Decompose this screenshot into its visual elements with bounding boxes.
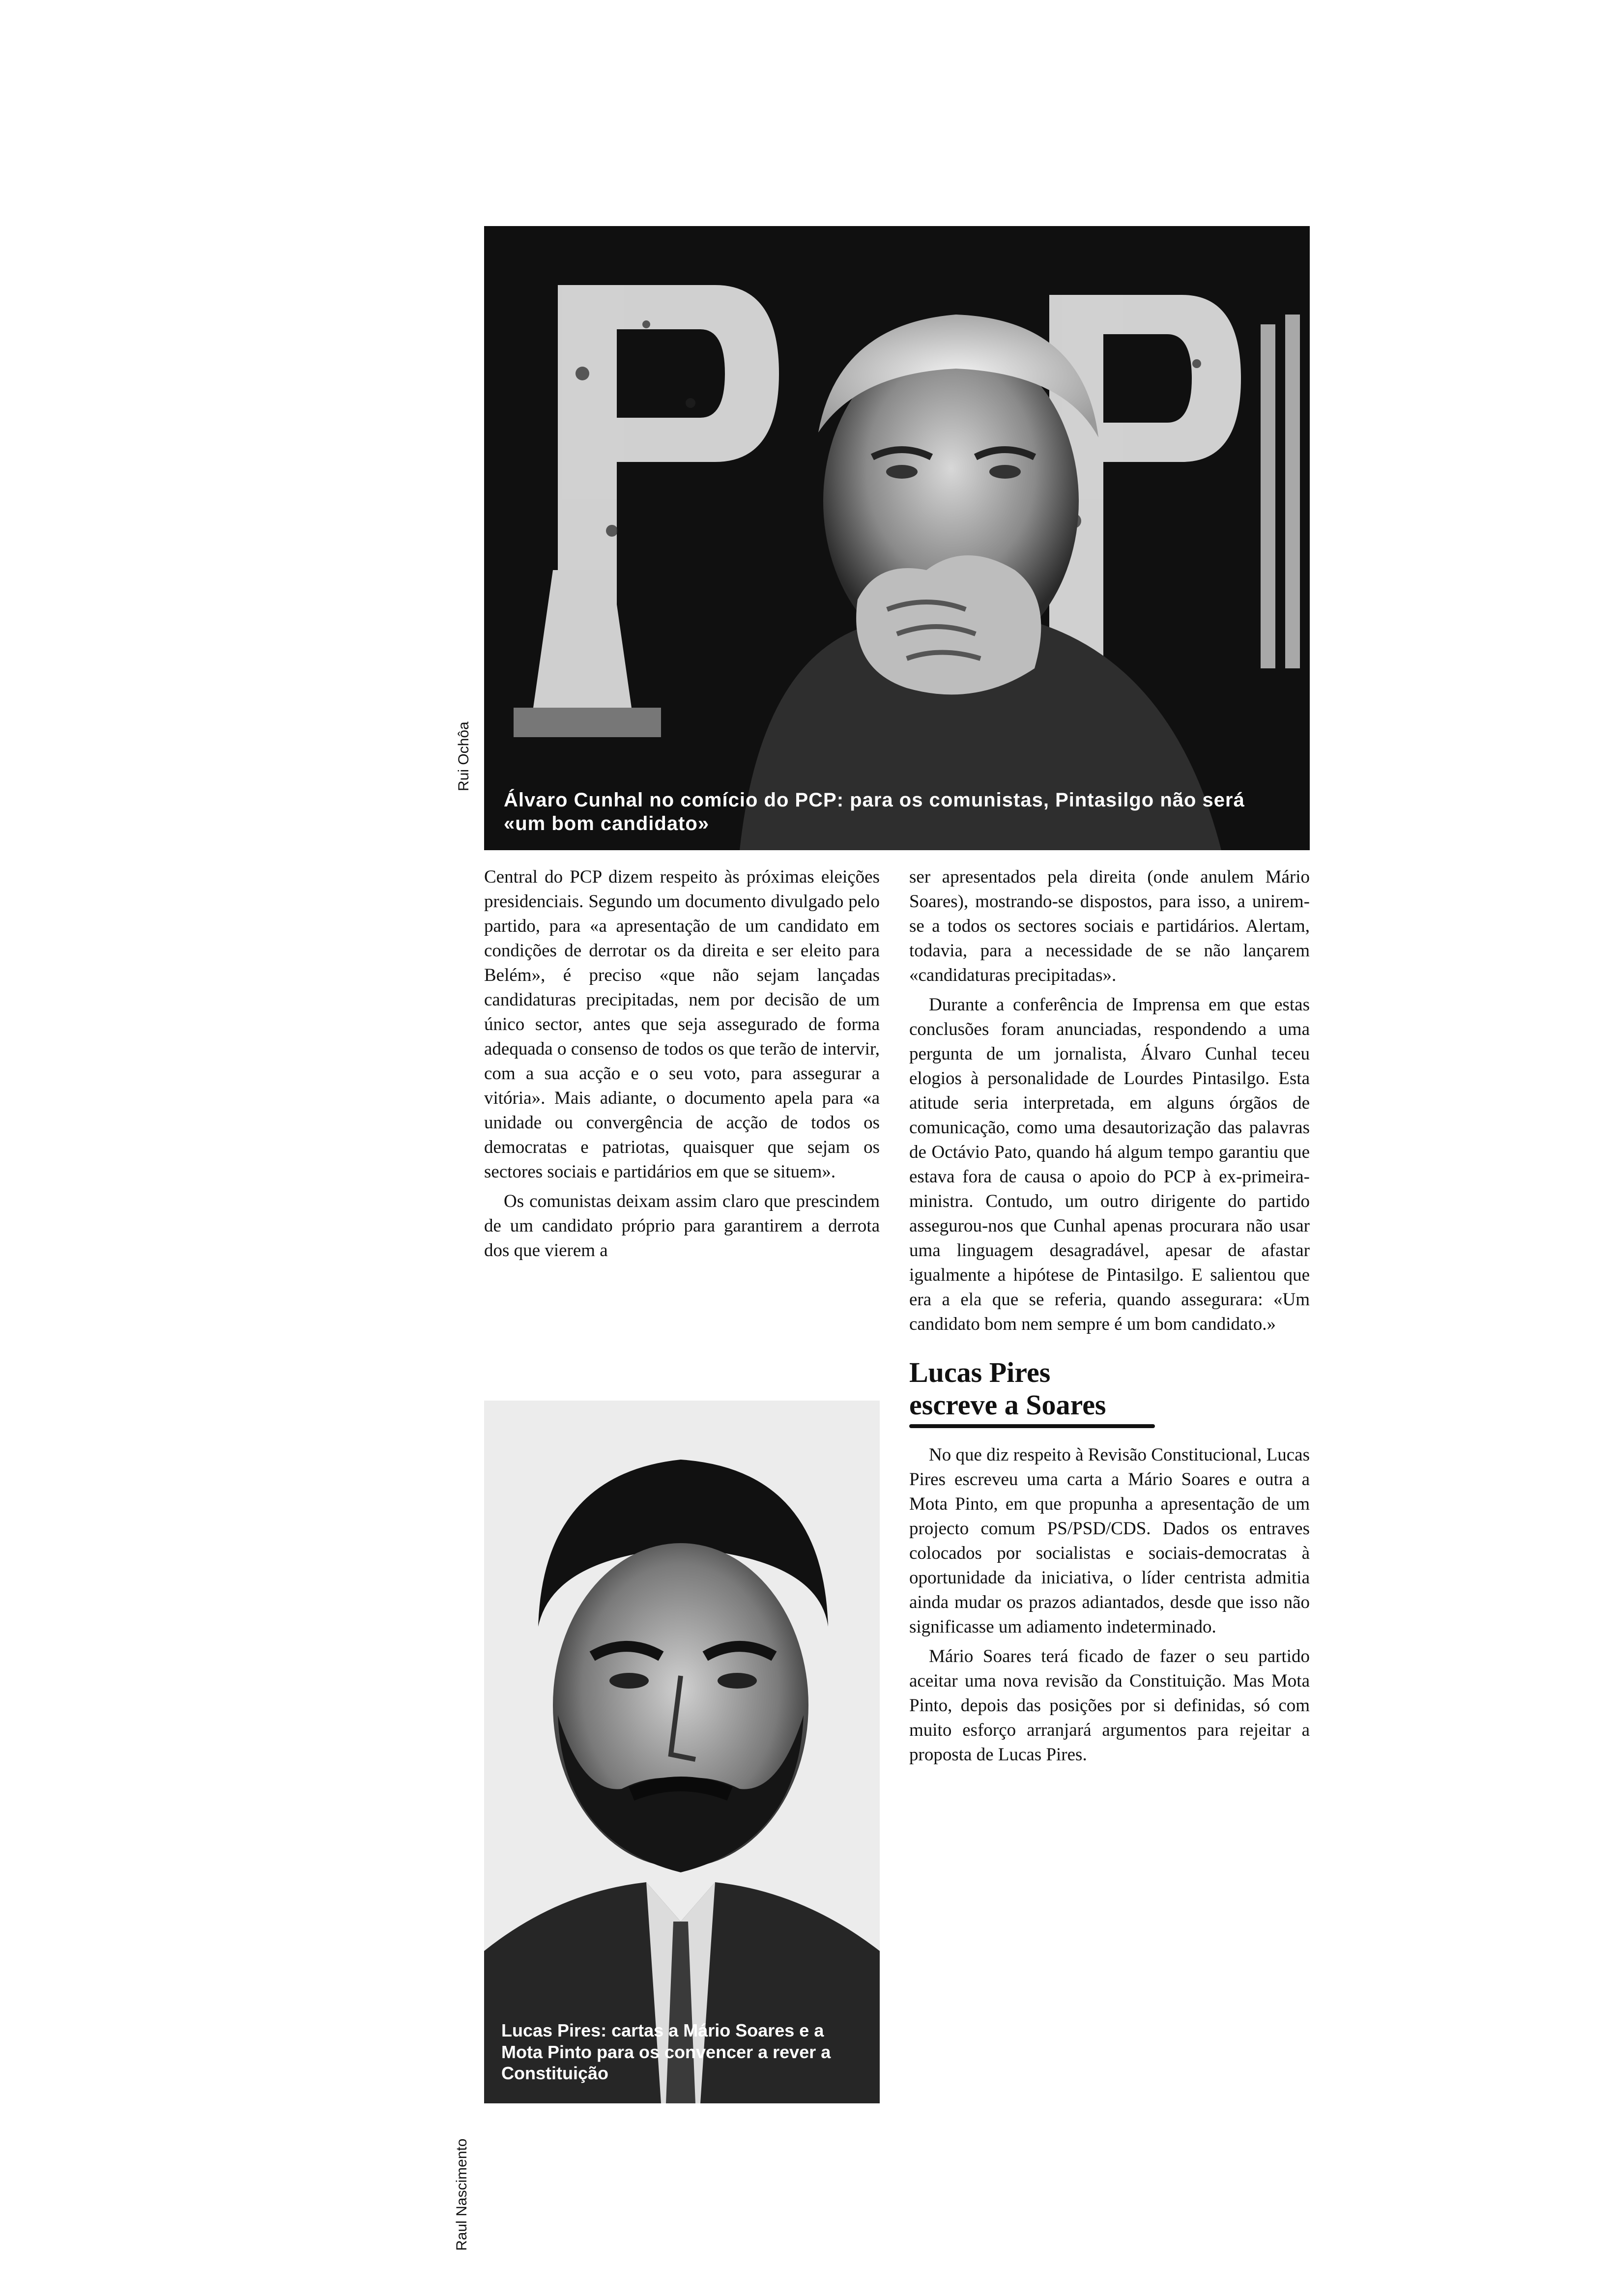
lucas-pires-photo: [484, 1401, 880, 2103]
section-subheading: [909, 1356, 1310, 1428]
cunhal-photo-caption: Álvaro Cunhal no comício do PCP: para os comunistas, Pintasilgo não será «um bom candidato»: [504, 789, 1245, 834]
article-paragraph: Os comunistas deixam assim claro que prescindem de um candidato próprio para garantirem a derrota dos que vierem a: [484, 1191, 880, 1261]
subheading-line-2: escreve a Soares: [909, 1389, 1106, 1421]
bottom-photo-credit: Raul Nascimento: [454, 2138, 470, 2251]
newspaper-clipping: [445, 226, 1310, 2251]
lucas-pires-photo-caption: Lucas Pires: cartas a Mário Soares e a Mota Pinto para os convencer a rever a Constituição: [501, 2020, 831, 2083]
article-paragraph: Central do PCP dizem respeito às próximas eleições presidenciais. Segundo um documento divulgado pelo partido, para «a apresentação de um candidato em condições de derrotar os da direita e ser eleito para Belém», é preciso «que não sejam lançadas candidaturas precipitadas, nem por decisão de um único sector, antes que seja assegurado de forma adequada o consenso de todos os que terão de intervir, com a sua acção e o seu voto, para assegurar a vitória». Mais adiante, o documento apela para «a unidade ou convergência de acção de todos os democratas e patriotas, quaisquer que sejam os sectores sociais e partidários em que se situem».: [484, 867, 880, 1182]
cunhal-photo: [484, 226, 1310, 850]
article-paragraph: No que diz respeito à Revisão Constitucional, Lucas Pires escreveu uma carta a Mário Soares e outra a Mota Pinto, em que propunha a apresentação de um projecto comum PS/PSD/CDS. Dados os entraves colocados por socialistas e sociais-democratas à oportunidade da iniciativa, o líder centrista admitia ainda mudar os prazos adiantados, desde que isso não significasse um adiamento indeterminado.: [909, 1445, 1310, 1637]
article-left-column: [484, 865, 880, 1268]
subheading-line-1: Lucas Pires: [909, 1356, 1051, 1388]
article-paragraph: Durante a conferência de Imprensa em que estas conclusões foram anunciadas, respondendo a uma pergunta de um jornalista, Álvaro Cunhal teceu elogios à personalidade de Lourdes Pintasilgo. Esta atitude seria interpretada, em alguns órgãos de comunicação, como uma desautorização das palavras de Octávio Pato, quando há algum tempo garantiu que estava fora de causa o apoio do PCP à ex-primeira-ministra. Contudo, um outro dirigente do partido assegurou-nos que Cunhal apenas procurara não usar uma linguagem desagradável, apesar de afastar igualmente a hipótese de Pintasilgo. E salientou que era a ela que se referia, quando assegurara: «Um candidato bom nem sempre é um bom candidato.»: [909, 995, 1310, 1334]
article-right-column: [909, 865, 1310, 1772]
lucas-pires-photo-image: [484, 1401, 880, 2103]
article-paragraph: Mário Soares terá ficado de fazer o seu partido aceitar uma nova revisão da Constituição. Mas Mota Pinto, depois das posições por si definidas, só com muito esforço arranjará argumentos para rejeitar a proposta de Lucas Pires.: [909, 1646, 1310, 1765]
article-paragraph: ser apresentados pela direita (onde anulem Mário Soares), mostrando-se dispostos, para isso, a unirem-se a todos os sectores sociais e partidários. Alertam, todavia, para a necessidade de se não lançarem «candidaturas precipitadas».: [909, 867, 1310, 985]
subheading-underline: [909, 1424, 1155, 1428]
top-photo-credit: Rui Ochôa: [456, 721, 472, 791]
cunhal-photo-image: [484, 226, 1310, 850]
